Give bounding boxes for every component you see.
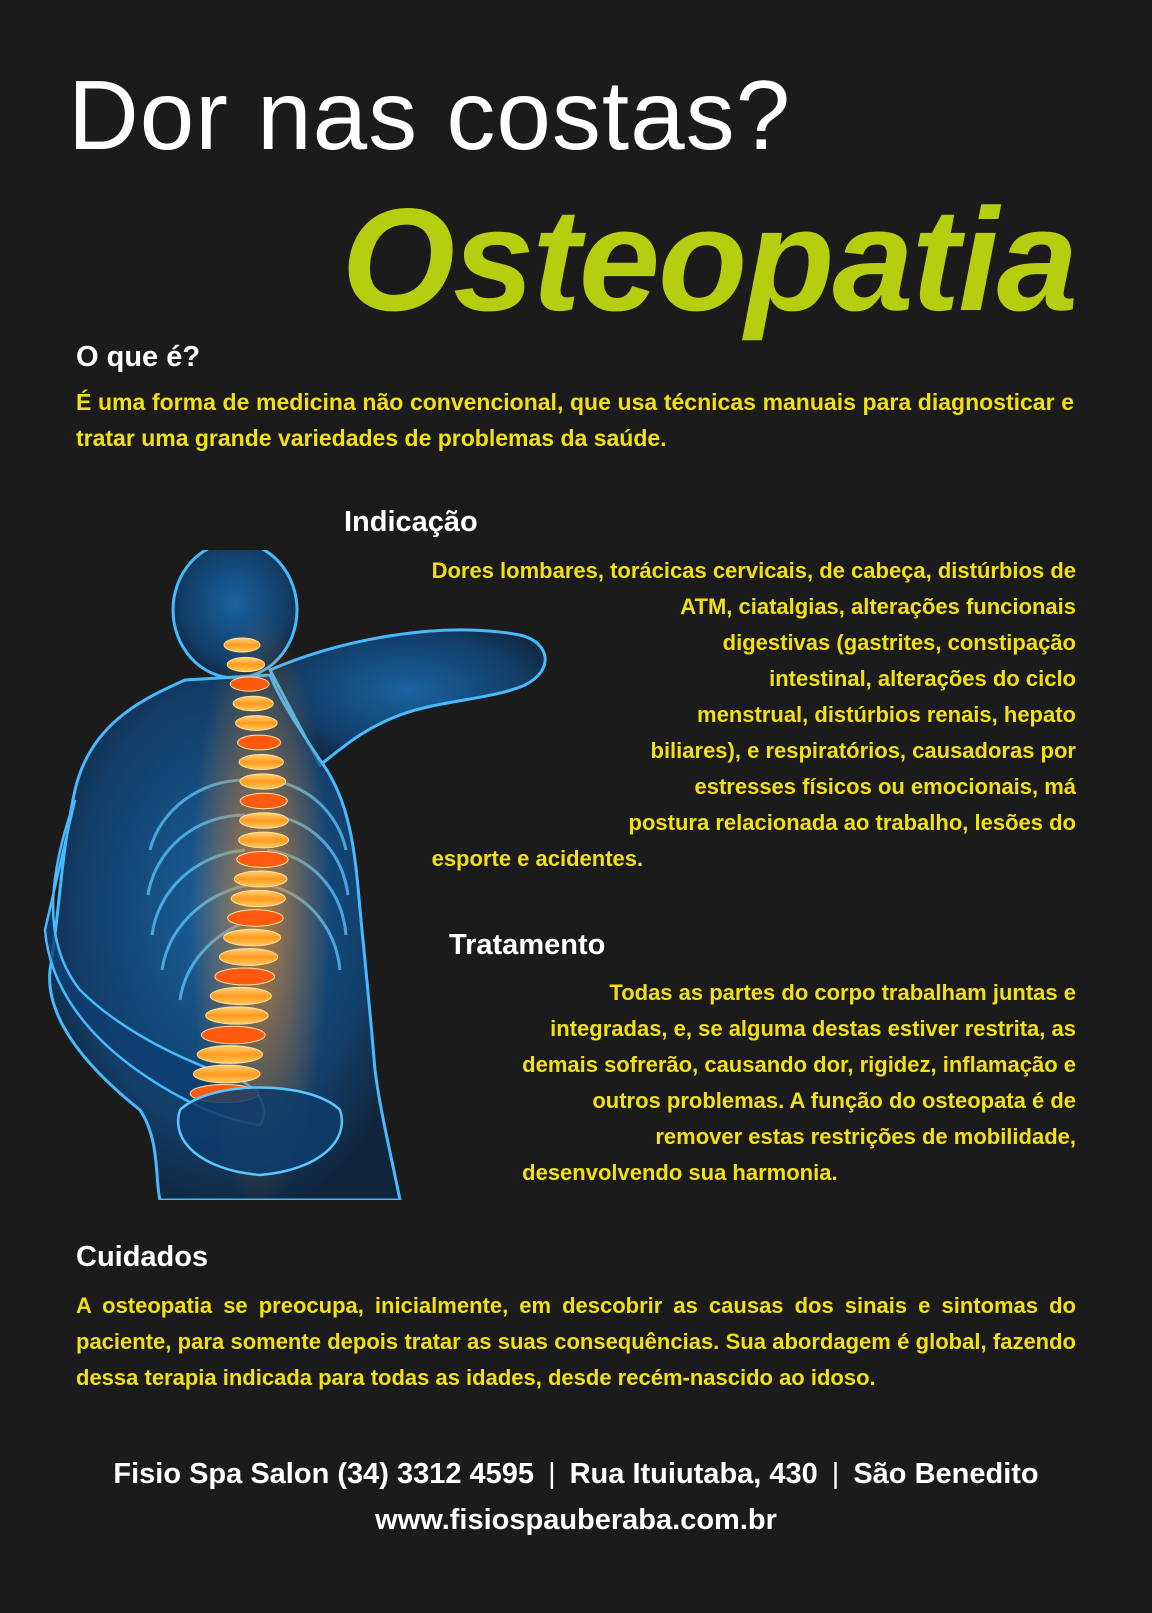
vertebra-shape — [215, 968, 275, 985]
section-text-oque: É uma forma de medicina não convencional, que usa técnicas manuais para diagnosticar e tratar uma grande variedades de problemas da saúde. — [76, 389, 1074, 451]
text-line: integradas, e, se alguma destas estiver restrita, as — [550, 1016, 1076, 1041]
section-text-tratamento — [522, 975, 1076, 1191]
text-line: demais sofrerão, causando dor, rigidez, inflamação e — [522, 1052, 1076, 1077]
text-line: desenvolvendo sua harmonia. — [522, 1160, 838, 1185]
text-line: outros problemas. A função do osteopata é de — [592, 1088, 1076, 1113]
footer-contact — [60, 1458, 1092, 1491]
text-line: intestinal, alterações do ciclo — [769, 666, 1076, 691]
text-line: Dores lombares, torácicas cervicais, de cabeça, distúrbios de — [431, 558, 1076, 583]
text-line: digestivas (gastrites, constipação — [722, 630, 1076, 655]
vertebra-shape — [230, 677, 269, 691]
vertebra-shape — [227, 657, 264, 671]
vertebra-shape — [219, 949, 277, 966]
vertebra-shape — [206, 1007, 268, 1024]
vertebra-shape — [193, 1065, 260, 1083]
vertebra-shape — [236, 716, 278, 731]
vertebra-shape — [210, 987, 271, 1004]
section-heading-cuidados: Cuidados — [76, 1241, 209, 1273]
footer-website: www.fisiospauberaba.com.br — [375, 1504, 777, 1536]
vertebra-shape — [224, 638, 260, 652]
section-text-indicacao — [432, 553, 1076, 877]
page-subtitle: Osteopatia — [341, 178, 1076, 341]
text-line: postura relacionada ao trabalho, lesões do — [628, 810, 1076, 835]
vertebra-shape — [240, 813, 289, 829]
footer-separator: | — [548, 1458, 556, 1490]
footer-business: Fisio Spa Salon (34) 3312 4595 — [113, 1458, 535, 1490]
vertebra-shape — [201, 1026, 265, 1043]
text-line: estresses físicos ou emocionais, má — [694, 774, 1076, 799]
text-line: ATM, ciatalgias, alterações funcionais — [680, 594, 1076, 619]
text-line: Todas as partes do corpo trabalham juntas e — [609, 980, 1076, 1005]
section-heading-indicacao: Indicação — [344, 506, 478, 538]
text-line: menstrual, distúrbios renais, hepato — [697, 702, 1076, 727]
vertebra-shape — [239, 754, 283, 769]
vertebra-shape — [234, 871, 287, 887]
section-text-cuidados: A osteopatia se preocupa, inicialmente, em descobrir as causas dos sinais e sintomas do paciente, para somente depois tratar as suas consequências. Sua abordagem é global, fazendo dessa terapia indicada para todas as idades, desde recém-nascido ao idoso. — [76, 1293, 1076, 1390]
vertebra-shape — [233, 696, 273, 711]
vertebra-shape — [240, 774, 286, 789]
text-line: remover estas restrições de mobilidade, — [655, 1124, 1076, 1149]
footer-address: Rua Ituiutaba, 430 — [569, 1458, 818, 1490]
vertebra-shape — [238, 735, 281, 750]
vertebra-shape — [237, 852, 288, 868]
vertebra-shape — [228, 910, 283, 926]
vertebra-shape — [239, 832, 289, 848]
section-heading-tratamento: Tratamento — [449, 929, 606, 961]
text-line: esporte e acidentes. — [431, 846, 644, 871]
section-heading-oque: O que é? — [76, 341, 201, 373]
vertebra-shape — [224, 929, 281, 946]
page-title: Dor nas costas? — [68, 60, 792, 170]
vertebra-shape — [231, 890, 285, 906]
footer-separator: | — [831, 1458, 840, 1490]
vertebra-shape — [240, 793, 287, 808]
vertebra-shape — [197, 1046, 262, 1064]
text-line: biliares), e respiratórios, causadoras por — [650, 738, 1076, 763]
footer-district: São Benedito — [853, 1458, 1039, 1490]
